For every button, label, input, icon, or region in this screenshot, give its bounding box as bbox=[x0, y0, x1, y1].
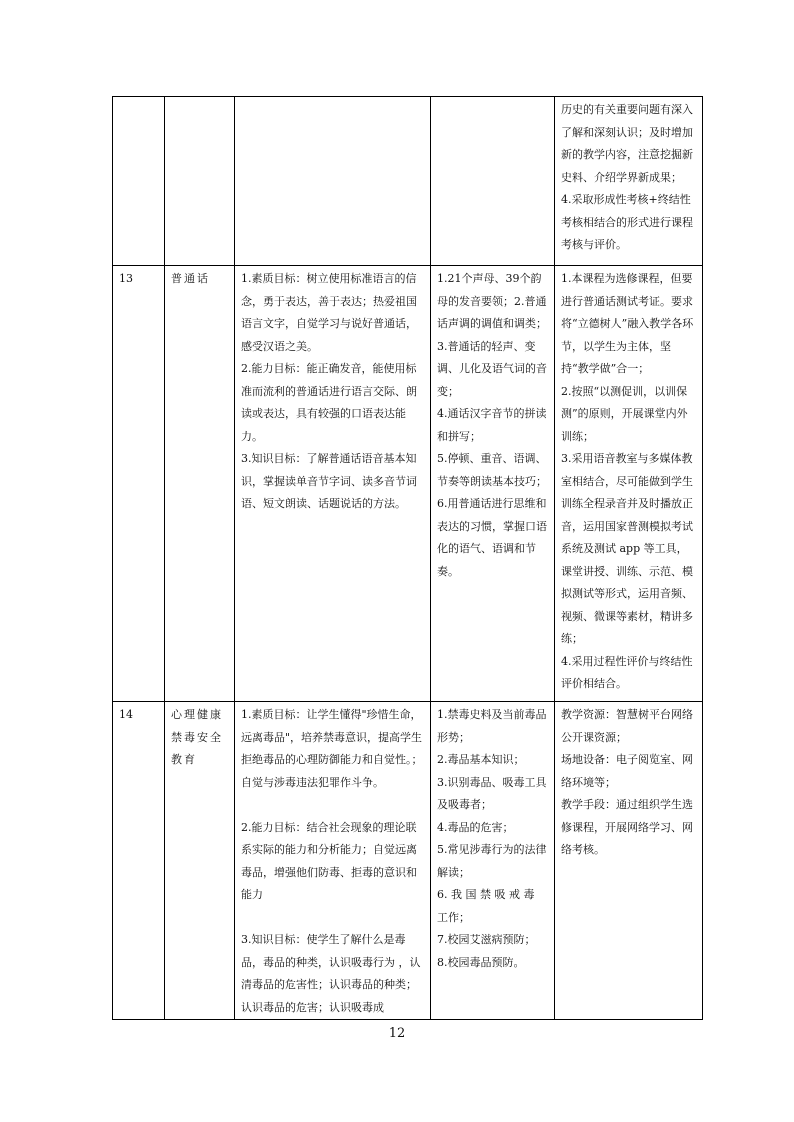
requirement-item: 4.采用过程性评价与终结性评价相结合。 bbox=[561, 654, 693, 690]
content-item: 1.禁毒史料及当前毒品形势； bbox=[437, 708, 547, 744]
objective-item: 3.知识目标：使学生了解什么是毒品，毒品的种类，认识吸毒行为 ，认清毒品的危害性；认识毒品的种类；认识毒品的危害；认识吸毒成 bbox=[241, 933, 421, 1014]
requirement-item: 教学手段：通过组织学生选修课程，开展网络学习、网络考核。 bbox=[561, 798, 693, 856]
objective-item: 3.知识目标：了解普通话语音基本知识，掌握读单音节字词、读多音节词语、短文朗读、话题说话的方法。 bbox=[241, 452, 417, 510]
requirement-item: 历史的有关重要问题有深入了解和深刻认识；及时增加新的教学内容，注意挖掘新史料、介绍学界新成果； bbox=[561, 103, 693, 184]
course-name-cell bbox=[165, 97, 235, 266]
requirements-cell bbox=[555, 702, 703, 1020]
requirement-item: 教学资源：智慧树平台网络公开课资源； bbox=[561, 708, 693, 744]
objective-item: 2.能力目标：能正确发音，能使用标准而流利的普通话进行语言交际、朗读或表达，具有较强的口语表达能力。 bbox=[241, 362, 417, 443]
requirement-item: 1.本课程为选修课程，但要进行普通话测试考证。要求将“立德树人”融入教学各环节，以学生为主体，坚持“教学做”合一； bbox=[561, 272, 694, 375]
requirement-item: 2.按照“以测促训，以训保测”的原则，开展课堂内外训练； bbox=[561, 384, 688, 443]
requirement-item: 场地设备：电子阅览室、网络环境等； bbox=[561, 753, 693, 789]
objectives-cell bbox=[235, 97, 431, 266]
content-cell bbox=[431, 97, 555, 266]
course-name-cell: 普通话 bbox=[165, 266, 235, 702]
course-number-cell: 13 bbox=[113, 266, 165, 702]
content-item: 3.普通话的轻声、变调、儿化及语气词的音变； bbox=[437, 339, 547, 398]
course-table-body bbox=[113, 97, 703, 1020]
requirement-item: 4.采取形成性考核+终结性考核相结合的形式进行课程考核与评价。 bbox=[561, 193, 693, 251]
page-number: 12 bbox=[388, 1026, 406, 1041]
table-row bbox=[113, 702, 703, 1020]
requirement-item: 3.采用语音教室与多媒体教室相结合，尽可能做到学生训练全程录音并及时播放正音，运用国家普测模拟考试系统及测试 app 等工具，课堂讲授、训练、示范、模拟测试等形式，运用音频、视频、微课等素材，精讲多练； bbox=[561, 452, 693, 645]
content-item: 4.通话汉字音节的拼读和拼写； bbox=[437, 407, 547, 443]
objectives-cell bbox=[235, 702, 431, 1020]
course-number-cell bbox=[113, 97, 165, 266]
content-item: 6.用普通话进行思维和表达的习惯，掌握口语化的语气、语调和节奏。 bbox=[437, 497, 547, 578]
content-cell bbox=[431, 266, 555, 702]
content-item: 8.校园毒品预防。 bbox=[437, 955, 525, 969]
objective-item: 1.素质目标：让学生懂得"珍惜生命，远离毒品"，培养禁毒意识，提高学生拒绝毒品的心理防御能力和自觉性。；自觉与涉毒违法犯罪作斗争。 bbox=[241, 708, 423, 789]
paragraph-gap bbox=[241, 794, 424, 817]
content-item: 5.常见涉毒行为的法律解读； bbox=[437, 843, 547, 879]
course-name-cell: 心理健康禁毒安全教育 bbox=[165, 702, 235, 1020]
objective-item: 1.素质目标：树立使用标准语言的信念，勇于表达，善于表达；热爱祖国语言文字，自觉学习与说好普通话，感受汉语之美。 bbox=[241, 272, 417, 353]
content-cell bbox=[431, 702, 555, 1020]
content-item: 5.停顿、重音、语调、节奏等朗读基本技巧； bbox=[437, 452, 547, 488]
table-row bbox=[113, 97, 703, 266]
content-item: 6. 我 国 禁 吸 戒 毒 工作； bbox=[437, 888, 535, 924]
objective-item: 2.能力目标：结合社会现象的理论联系实际的能力和分析能力；自觉远离毒品，增强他们防毒、拒毒的意识和能力 bbox=[241, 820, 417, 901]
requirements-cell bbox=[555, 266, 703, 702]
content-item: 1.21个声母、39个韵母的发音要领；2.普通话声调的调值和调类； bbox=[437, 272, 547, 330]
content-item: 7.校园艾滋病预防； bbox=[437, 933, 536, 946]
course-number-cell: 14 bbox=[113, 702, 165, 1020]
content-item: 2.毒品基本知识； bbox=[437, 753, 525, 766]
requirements-cell bbox=[555, 97, 703, 266]
course-table bbox=[112, 96, 703, 1020]
table-row bbox=[113, 266, 703, 702]
content-item: 4.毒品的危害； bbox=[437, 820, 514, 834]
paragraph-gap bbox=[241, 907, 424, 930]
objectives-cell bbox=[235, 266, 431, 702]
content-item: 3.识别毒品、吸毒工具及吸毒者； bbox=[437, 775, 547, 811]
